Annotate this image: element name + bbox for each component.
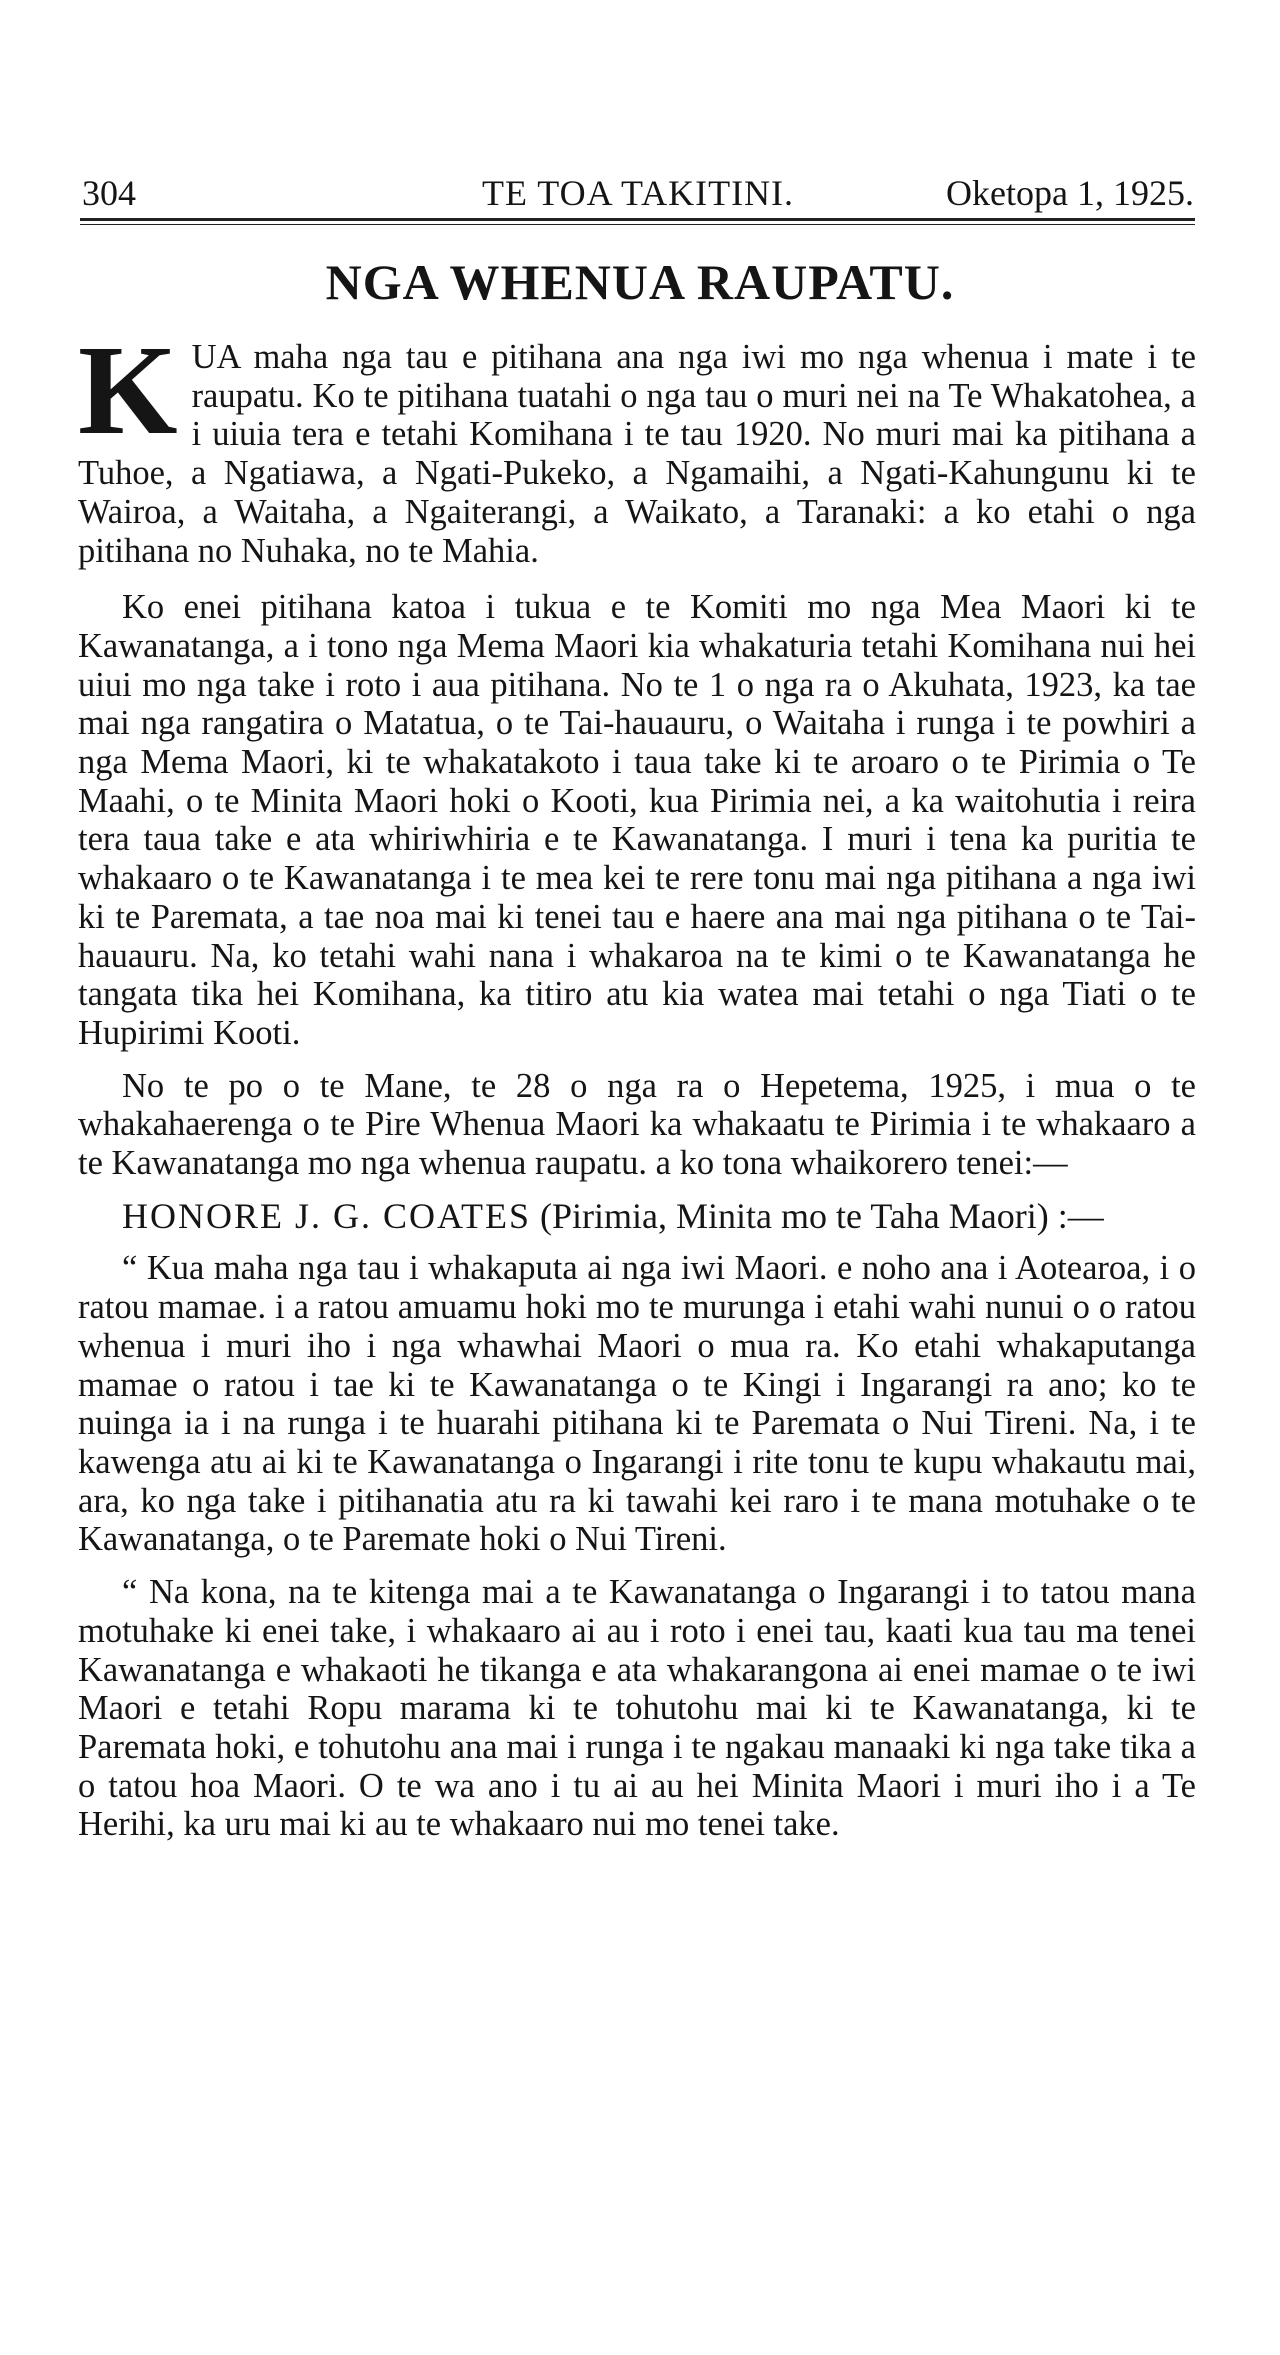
page-header — [82, 168, 1194, 218]
article-body — [78, 319, 1196, 1858]
header-rule — [80, 218, 1195, 225]
issue-date: Oketopa 1, 1925. — [946, 173, 1194, 213]
paragraph-4: “ Kua maha nga tau i whakaputa ai nga iwi Maori. e noho ana i Aotearoa, i o ratou mamae. i a ratou amuamu hoki mo te murunga i etahi wahi nunui o o ratou whenua i muri iho i nga whawhai Maori o mua ra. Ko etahi whakaputanga mamae o ratou i tae ki te Kawanatanga o te Kingi i Ingarangi ra ano; ko te nuinga ia i na runga i te huarahi pitihana ki te Paremata o Nui Tireni. Na, i te kawenga atu ai ki te Kawanatanga o Ingarangi i rite tonu te kupu whakautu mai, ara, ko nga take i pitihanatia atu ra ki tawahi kei raro i te mana motuhake o te Kawanatanga, o te Paremate hoki o Nui Tireni. — [78, 1249, 1196, 1559]
drop-cap: K — [78, 319, 178, 461]
article-title: NGA WHENUA RAUPATU. — [325, 254, 955, 310]
paragraph-2: Ko enei pitihana katoa i tukua e te Komiti mo nga Mea Maori ki te Kawanatanga, a i tono nga Mema Maori kia whakaturia tetahi Komihana nui hei uiui mo nga take i roto i aua pitihana. No te 1 o nga ra o Akuhata, 1923, ka tae mai nga rangatira o Matatua, o te Tai-hauauru, o Waitaha i runga i te powhiri a nga Mema Maori, ki te whakatakoto i taua take ki te aroaro o te Pirimia o Te Maahi, o te Minita Maori hoki o Kooti, kua Pirimia nei, a ka waitohutia i reira tera taua take e ata whiriwhiria e te Kawanatanga. I muri i tena ka puritia te whakaaro o te Kawanatanga i te mea kei te rere tonu mai nga pitihana a nga iwi ki te Paremata, a tae noa mai ki tenei tau e haere ana mai nga pitihana o te Tai-hauauru. Na, ko tetahi wahi nana i whakaroa na te kimi o te Kawanatanga he tangata tika hei Komihana, ka titiro atu kia watea mai tetahi o nga Tiati o te Hupirimi Kooti. — [78, 588, 1196, 1052]
paragraph-3: No te po o te Mane, te 28 o nga ra o Hepetema, 1925, i mua o te whakahaerenga o te Pire Whenua Maori ka whakaatu te Pirimia i te whakaaro a te Kawanatanga mo nga whenua raupatu. a ko tona whaikorero tenei:— — [78, 1066, 1196, 1183]
page-number: 304 — [82, 173, 136, 213]
paragraph-1-text: UA maha nga tau e pitihana ana nga iwi mo nga whenua i mate i te raupatu. Ko te pitihana tuatahi o nga tau o muri nei na Te Whakatohea, a i uiuia tera e tetahi Komihana i te tau 1920. No muri mai ka pitihana a Tuhoe, a Ngatiawa, a Ngati-Pukeko, a Ngamaihi, a Ngati-Kahungunu ki te Wairoa, a Waitaha, a Ngaiterangi, a Waikato, a Taranaki: a ko etahi o nga pitihana no Nuhaka, no te Mahia. — [78, 338, 1196, 570]
paragraph-1 — [78, 319, 1196, 570]
speaker-name: HONORE J. G. COATES — [122, 1195, 532, 1236]
paragraph-5: “ Na kona, na te kitenga mai a te Kawanatanga o Ingarangi i to tatou mana motuhake ki enei take, i whakaaro ai au i roto i enei tau, kaati kua tau ma tenei Kawanatanga e whakaoti he tikanga e ata whakarangona ai enei mamae o te iwi Maori e tetahi Ropu marama ki te tohutohu mai ki te Kawanatanga, ki te Paremata hoki, e tohutohu ana mai i runga i te ngakau manaaki ki nga take tika a o tatou hoa Maori. O te wa ano i tu ai au hei Minita Maori i muri iho i a Te Herihi, ka uru mai ki au te whakaaro nui mo tenei take. — [78, 1573, 1196, 1844]
speaker-title: (Pirimia, Minita mo te Taha Maori) :— — [540, 1195, 1104, 1236]
speaker-line — [78, 1197, 1196, 1236]
journal-title: TE TOA TAKITINI. — [481, 173, 795, 213]
